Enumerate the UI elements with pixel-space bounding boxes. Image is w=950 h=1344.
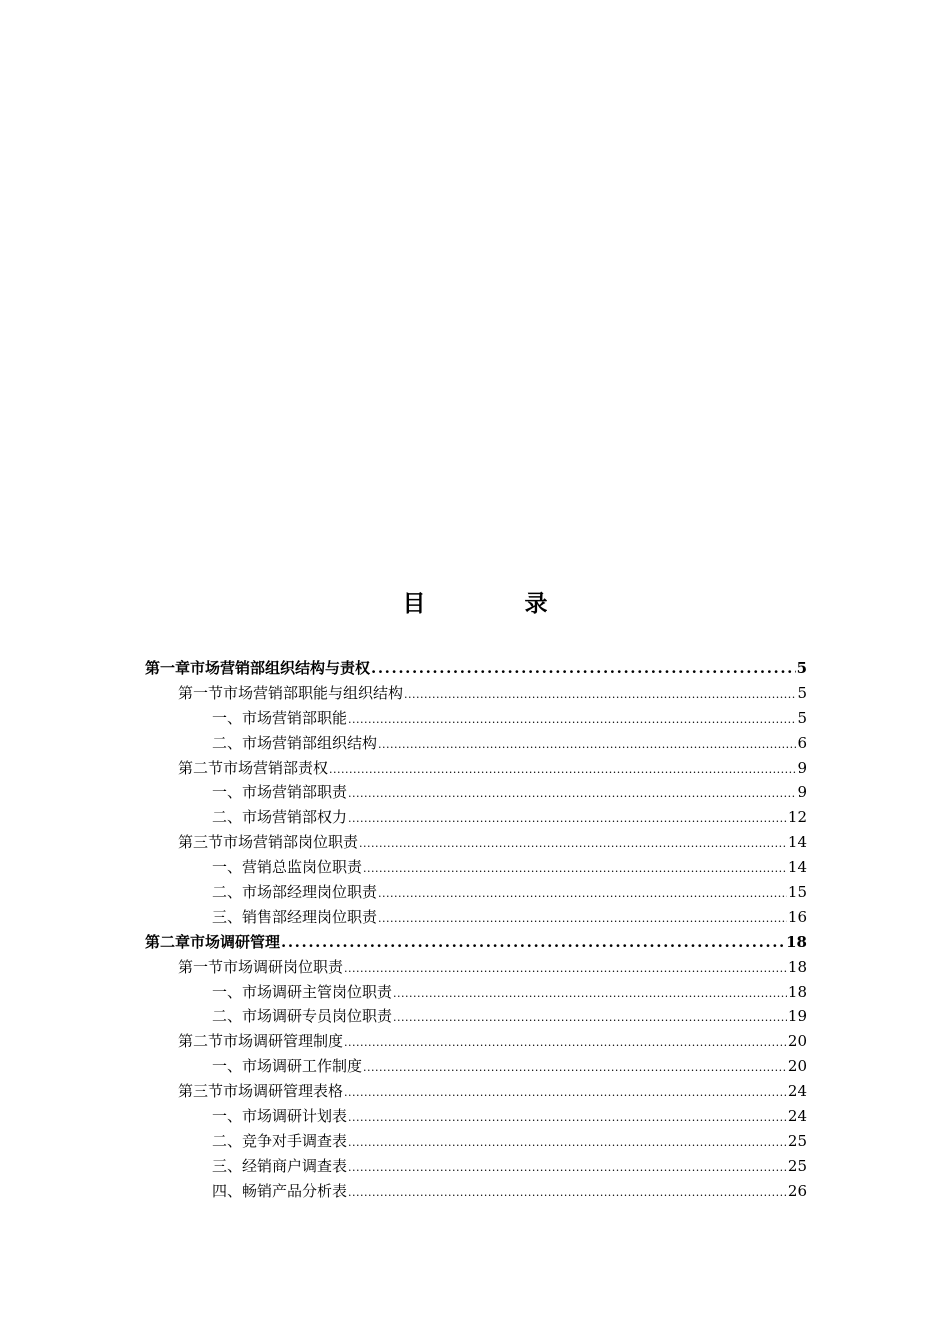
toc-subsection[interactable] [145, 780, 807, 805]
toc-page-number: 14 [787, 858, 807, 877]
toc-section[interactable] [145, 1029, 807, 1054]
toc-entry-title: 市场调研岗位职责 [223, 957, 344, 976]
toc-dot-leader [359, 832, 787, 857]
toc-subsection[interactable] [145, 731, 807, 756]
toc-entry-title: 市场营销部权力 [242, 808, 348, 827]
toc-page-number: 5 [797, 708, 807, 727]
toc-section[interactable] [145, 681, 807, 706]
toc-page-number: 20 [787, 1032, 807, 1051]
toc-subsection[interactable] [145, 880, 807, 905]
table-of-contents [145, 656, 807, 1204]
toc-page-number: 25 [787, 1156, 807, 1175]
toc-subsection[interactable] [145, 706, 807, 731]
toc-entry-number: 二、 [212, 733, 243, 752]
toc-dot-leader [371, 656, 796, 681]
toc-page-number: 14 [787, 833, 807, 852]
toc-page-number: 20 [787, 1057, 807, 1076]
toc-dot-leader [363, 1056, 787, 1081]
toc-page-number: 16 [787, 907, 807, 926]
toc-page-number: 9 [797, 783, 807, 802]
toc-entry-title: 市场调研管理 [190, 932, 281, 951]
toc-entry-number: 二、 [212, 1007, 243, 1026]
toc-page-number: 15 [787, 883, 807, 902]
toc-dot-leader [344, 1081, 787, 1106]
toc-section[interactable] [145, 756, 807, 781]
toc-dot-leader [393, 982, 787, 1007]
toc-page-number: 25 [787, 1131, 807, 1150]
toc-subsection[interactable] [145, 1154, 807, 1179]
toc-entry-title: 市场调研工作制度 [242, 1057, 363, 1076]
toc-entry-number: 四、 [212, 1181, 243, 1200]
toc-entry-number: 第二节 [178, 1032, 224, 1051]
toc-entry-number: 第一节 [178, 957, 224, 976]
toc-entry-title: 市场调研管理制度 [223, 1032, 344, 1051]
toc-entry-number: 一、 [212, 1057, 243, 1076]
toc-dot-leader [404, 683, 796, 708]
toc-dot-leader [348, 1131, 787, 1156]
toc-entry-title: 市场营销部组织结构与责权 [190, 659, 371, 677]
toc-entry-title: 竞争对手调查表 [242, 1131, 348, 1150]
toc-page-number: 24 [787, 1082, 807, 1101]
toc-dot-leader [344, 1031, 787, 1056]
toc-page-number: 26 [787, 1181, 807, 1200]
toc-entry-title: 市场调研主管岗位职责 [242, 982, 393, 1001]
toc-subsection[interactable] [145, 1129, 807, 1154]
toc-entry-title: 畅销产品分析表 [242, 1181, 348, 1200]
toc-subsection[interactable] [145, 905, 807, 930]
toc-subsection[interactable] [145, 1054, 807, 1079]
toc-entry-number: 第三节 [178, 833, 224, 852]
toc-entry-number: 第一章 [145, 659, 191, 677]
toc-dot-leader [329, 758, 796, 783]
toc-entry-title: 市场营销部岗位职责 [223, 833, 359, 852]
toc-dot-leader [281, 930, 785, 955]
toc-page-number: 18 [786, 932, 807, 951]
toc-page-number: 18 [787, 982, 807, 1001]
toc-entry-number: 二、 [212, 1131, 243, 1150]
toc-dot-leader [348, 807, 787, 832]
toc-dot-leader [378, 733, 796, 758]
toc-dot-leader [393, 1006, 787, 1031]
toc-dot-leader [348, 782, 796, 807]
toc-entry-title: 市场营销部责权 [223, 758, 329, 777]
toc-entry-number: 一、 [212, 1107, 243, 1126]
toc-entry-number: 第三节 [178, 1082, 224, 1101]
toc-page-number: 24 [787, 1107, 807, 1126]
toc-subsection[interactable] [145, 855, 807, 880]
toc-section[interactable] [145, 830, 807, 855]
toc-dot-leader [378, 907, 787, 932]
toc-entry-title: 市场调研管理表格 [223, 1082, 344, 1101]
toc-entry-number: 一、 [212, 858, 243, 877]
toc-entry-title: 市场营销部职能与组织结构 [223, 683, 404, 702]
toc-entry-number: 二、 [212, 883, 243, 902]
toc-page-number: 5 [797, 683, 807, 702]
toc-page-number: 12 [787, 808, 807, 827]
toc-entry-title: 市场营销部组织结构 [242, 733, 378, 752]
toc-entry-number: 第二节 [178, 758, 224, 777]
toc-chapter[interactable] [145, 930, 807, 955]
toc-entry-title: 市场调研计划表 [242, 1107, 348, 1126]
toc-chapter[interactable] [145, 656, 807, 681]
toc-subsection[interactable] [145, 980, 807, 1005]
toc-dot-leader [348, 1181, 787, 1206]
toc-entry-title: 营销总监岗位职责 [242, 858, 363, 877]
toc-subsection[interactable] [145, 1179, 807, 1204]
toc-entry-number: 一、 [212, 982, 243, 1001]
toc-entry-title: 销售部经理岗位职责 [242, 907, 378, 926]
toc-dot-leader [344, 957, 787, 982]
toc-subsection[interactable] [145, 1104, 807, 1129]
toc-page-number: 5 [796, 659, 807, 677]
toc-subsection[interactable] [145, 805, 807, 830]
toc-entry-number: 一、 [212, 708, 243, 727]
toc-entry-title: 市场部经理岗位职责 [242, 883, 378, 902]
toc-entry-number: 第二章 [145, 932, 191, 951]
toc-dot-leader [348, 1156, 787, 1181]
toc-title: 目 录 [402, 590, 586, 617]
toc-dot-leader [348, 1106, 787, 1131]
toc-section[interactable] [145, 1079, 807, 1104]
toc-entry-title: 市场营销部职责 [242, 783, 348, 802]
toc-dot-leader [363, 857, 787, 882]
toc-page-number: 9 [797, 758, 807, 777]
toc-entry-title: 市场营销部职能 [242, 708, 348, 727]
toc-page-number: 19 [787, 1007, 807, 1026]
toc-entry-number: 第一节 [178, 683, 224, 702]
toc-dot-leader [348, 708, 796, 733]
toc-entry-title: 市场调研专员岗位职责 [242, 1007, 393, 1026]
toc-entry-title: 经销商户调查表 [242, 1156, 348, 1175]
toc-section[interactable] [145, 955, 807, 980]
toc-dot-leader [378, 882, 787, 907]
toc-entry-number: 三、 [212, 907, 243, 926]
toc-subsection[interactable] [145, 1004, 807, 1029]
toc-page-number: 18 [787, 957, 807, 976]
toc-page-number: 6 [797, 733, 807, 752]
toc-entry-number: 一、 [212, 783, 243, 802]
toc-entry-number: 二、 [212, 808, 243, 827]
toc-entry-number: 三、 [212, 1156, 243, 1175]
